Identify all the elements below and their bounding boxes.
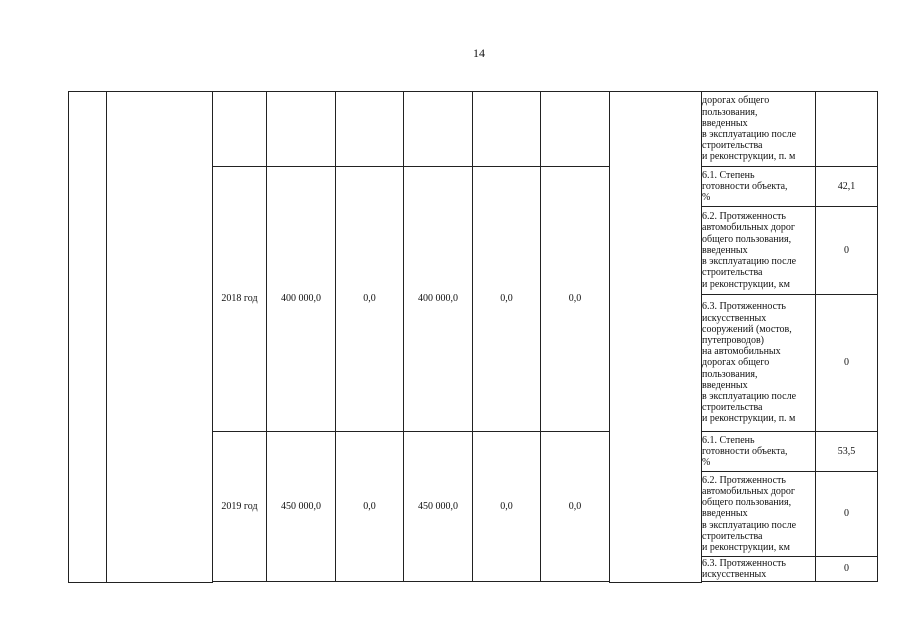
indicator-value-cell <box>816 92 878 167</box>
indicator-text-line: в эксплуатацию после <box>702 256 797 268</box>
page-number: 14 <box>473 46 485 60</box>
indicator-value-cell: 0 <box>816 472 878 557</box>
indicator-name-cell <box>702 92 816 167</box>
funding-cell: 0,0 <box>541 167 610 432</box>
cell-empty <box>336 92 404 167</box>
indicator-text-line: и реконструкции, км <box>702 542 790 553</box>
funding-cell: 0,0 <box>473 432 541 582</box>
year-cell: 2018 год <box>213 167 267 432</box>
year-cell: 2019 год <box>213 432 267 582</box>
indicator-text-line: % <box>702 457 711 469</box>
indicator-text-line: дорогах общего <box>702 357 770 369</box>
indicator-text-line: строительства <box>702 267 763 279</box>
indicator-text-line: общего пользования, <box>702 233 792 245</box>
indicator-text-line: искусственных <box>702 569 767 580</box>
indicator-text-line: общего пользования, <box>702 497 792 509</box>
funding-cell: 0,0 <box>336 167 404 432</box>
indicator-text-line: и реконструкции, п. м <box>702 151 796 163</box>
cell-executor-column <box>610 92 702 583</box>
cell-number-column <box>69 92 107 583</box>
indicator-text-line: автомобильных дорог <box>702 222 796 234</box>
indicator-text-line: путепроводов) <box>702 334 765 346</box>
indicator-value-cell: 53,5 <box>816 432 878 472</box>
funding-cell: 450 000,0 <box>404 432 473 582</box>
indicator-text-line: на автомобильных <box>702 346 781 358</box>
indicator-value-cell: 0 <box>816 207 878 295</box>
funding-cell: 0,0 <box>473 167 541 432</box>
indicator-name-cell <box>702 207 816 295</box>
indicator-text-line: в эксплуатацию после <box>702 519 797 531</box>
cell-empty <box>404 92 473 167</box>
indicator-text-line: сооружений (мостов, <box>702 323 792 335</box>
indicator-text-line: и реконструкции, км <box>702 278 790 290</box>
cell-empty <box>473 92 541 167</box>
indicator-text-line: строительства <box>702 402 763 414</box>
indicator-text-line: автомобильных дорог <box>702 485 796 497</box>
cell-empty <box>213 92 267 167</box>
indicator-value-cell: 0 <box>816 557 878 582</box>
indicator-text-line: пользования, <box>702 368 758 380</box>
indicator-value-cell: 0 <box>816 295 878 432</box>
indicator-text-line: в эксплуатацию после <box>702 391 797 402</box>
indicator-text-line: пользования, <box>702 106 758 118</box>
indicator-text-line: искусственных <box>702 312 767 324</box>
table-row-continuation <box>69 92 878 167</box>
indicator-value-cell: 42,1 <box>816 167 878 207</box>
indicator-text-line: и реконструкции, п. м <box>702 413 796 425</box>
funding-cell: 0,0 <box>336 432 404 582</box>
indicator-text-line: введенных <box>702 379 748 391</box>
indicator-text-line: 6.2. Протяженность <box>702 474 786 486</box>
indicator-text-line: строительства <box>702 140 763 152</box>
indicator-text-line: 6.3. Протяженность <box>702 301 786 313</box>
cell-empty <box>267 92 336 167</box>
indicator-text-line: введенных <box>702 244 748 256</box>
indicator-name-cell <box>702 557 816 582</box>
indicator-name-cell <box>702 167 816 207</box>
indicator-name-cell <box>702 295 816 432</box>
indicator-text-line: готовности объекта, <box>702 445 788 457</box>
funding-total-cell: 450 000,0 <box>267 432 336 582</box>
program-table <box>68 91 878 583</box>
funding-cell: 400 000,0 <box>404 167 473 432</box>
indicator-text-line: 6.2. Протяженность <box>702 211 786 223</box>
funding-cell: 0,0 <box>541 432 610 582</box>
indicator-text-line: в эксплуатацию после <box>702 129 797 140</box>
indicator-name-cell <box>702 472 816 557</box>
cell-name-column <box>107 92 213 583</box>
funding-total-cell: 400 000,0 <box>267 167 336 432</box>
indicator-text-line: введенных <box>702 117 748 129</box>
indicator-text-line: % <box>702 192 711 204</box>
indicator-text-line: готовности объекта, <box>702 180 788 192</box>
indicator-text-line: 6.1. Степень <box>702 434 755 446</box>
indicator-name-cell <box>702 432 816 472</box>
indicator-text-line: введенных <box>702 508 748 520</box>
indicator-text-line: 6.1. Степень <box>702 169 755 181</box>
indicator-text-line: дорогах общего <box>702 95 770 107</box>
cell-empty <box>541 92 610 167</box>
indicator-text-line: строительства <box>702 530 763 542</box>
indicator-text-line: 6.3. Протяженность <box>702 557 786 569</box>
